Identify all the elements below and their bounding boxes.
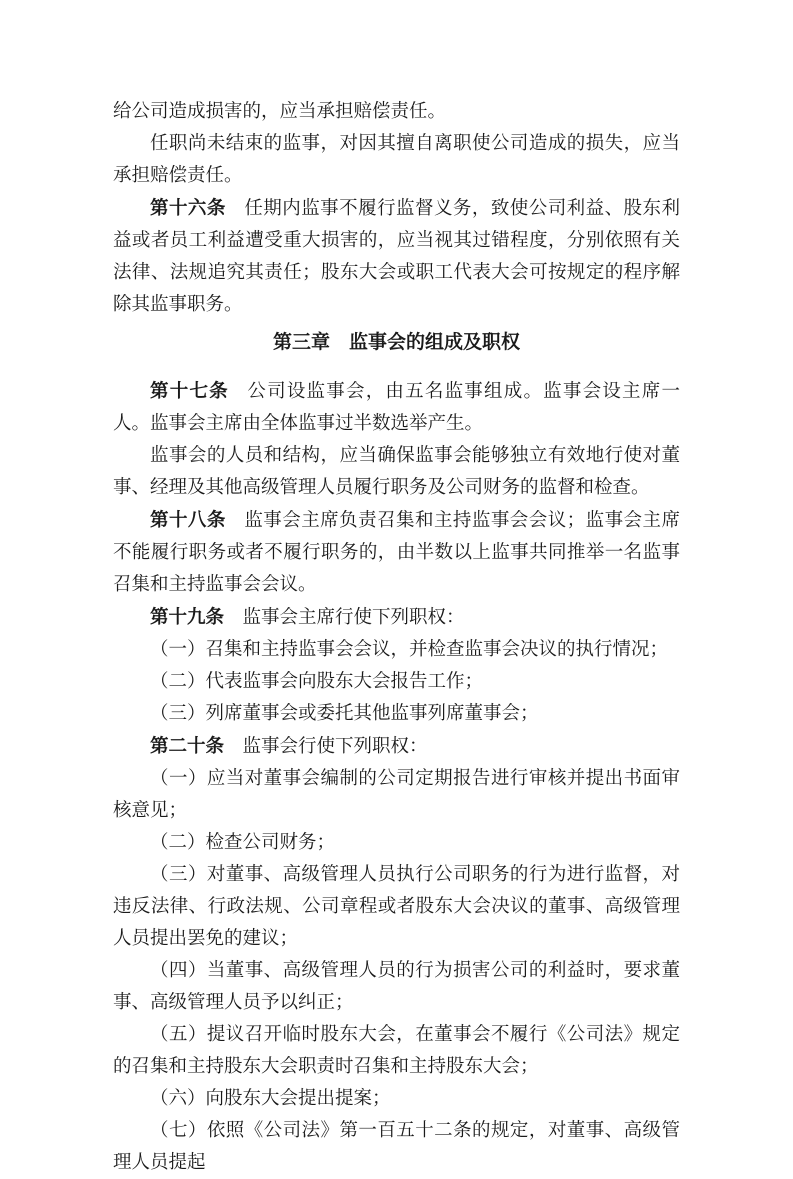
body-paragraph: （三）对董事、高级管理人员执行公司职务的行为进行监督，对违反法律、行政法规、公司章程或者股东大会决议的董事、高级管理人员提出罢免的建议； bbox=[113, 865, 680, 949]
body-paragraph: （二）检查公司财务； bbox=[150, 833, 336, 853]
body-paragraph: 监事会的人员和结构，应当确保监事会能够独立有效地行使对董事、经理及其他高级管理人员履行职务及公司财务的监督和检查。 bbox=[113, 446, 680, 498]
article-paragraph: 第十六条 任期内监事不履行监督义务，致使公司利益、股东利益或者员工利益遭受重大损害的，应当视其过错程度，分别依照有关法律、法规追究其责任；股东大会或职工代表大会可按规定的程序解除其监事职务。 bbox=[113, 197, 680, 315]
body-paragraph: （四）当董事、高级管理人员的行为损害公司的利益时，要求董事、高级管理人员予以纠正； bbox=[113, 961, 680, 1013]
article-number: 第十七条 bbox=[150, 380, 229, 401]
article-paragraph: 第二十条 监事会行使下列职权： bbox=[150, 735, 428, 757]
body-paragraph: （一）应当对董事会编制的公司定期报告进行审核并提出书面审核意见； bbox=[113, 769, 680, 821]
body-paragraph: （六）向股东大会提出提案； bbox=[150, 1089, 391, 1109]
article-paragraph: 第十八条 监事会主席负责召集和主持监事会会议；监事会主席不能履行职务或者不履行职务的，由半数以上监事共同推举一名监事召集和主持监事会会议。 bbox=[113, 509, 680, 595]
body-paragraph: 任职尚未结束的监事，对因其擅自离职使公司造成的损失，应当承担赔偿责任。 bbox=[113, 134, 680, 186]
article-number: 第十九条 bbox=[150, 606, 225, 627]
body-paragraph: （三）列席董事会或委托其他监事列席董事会； bbox=[150, 704, 539, 724]
chapter-heading: 第三章 监事会的组成及职权 bbox=[272, 332, 520, 353]
article-paragraph: 第十七条 公司设监事会，由五名监事组成。监事会设主席一人。监事会主席由全体监事过半数选举产生。 bbox=[113, 380, 680, 434]
body-paragraph: （七）依照《公司法》第一百五十二条的规定，对董事、高级管理人员提起 bbox=[113, 1121, 680, 1173]
article-number: 第十六条 bbox=[150, 197, 226, 218]
body-paragraph: （一）召集和主持监事会会议，并检查监事会决议的执行情况； bbox=[150, 640, 669, 660]
article-number: 第十八条 bbox=[150, 509, 226, 530]
article-paragraph: 第十九条 监事会主席行使下列职权： bbox=[150, 606, 465, 628]
article-number: 第二十条 bbox=[150, 735, 225, 756]
body-paragraph: （二）代表监事会向股东大会报告工作； bbox=[150, 672, 484, 692]
body-paragraph: 给公司造成损害的，应当承担赔偿责任。 bbox=[113, 102, 447, 122]
body-paragraph: （五）提议召开临时股东大会，在董事会不履行《公司法》规定的召集和主持股东大会职责时召集和主持股东大会； bbox=[113, 1025, 680, 1077]
document-body bbox=[113, 96, 680, 1179]
